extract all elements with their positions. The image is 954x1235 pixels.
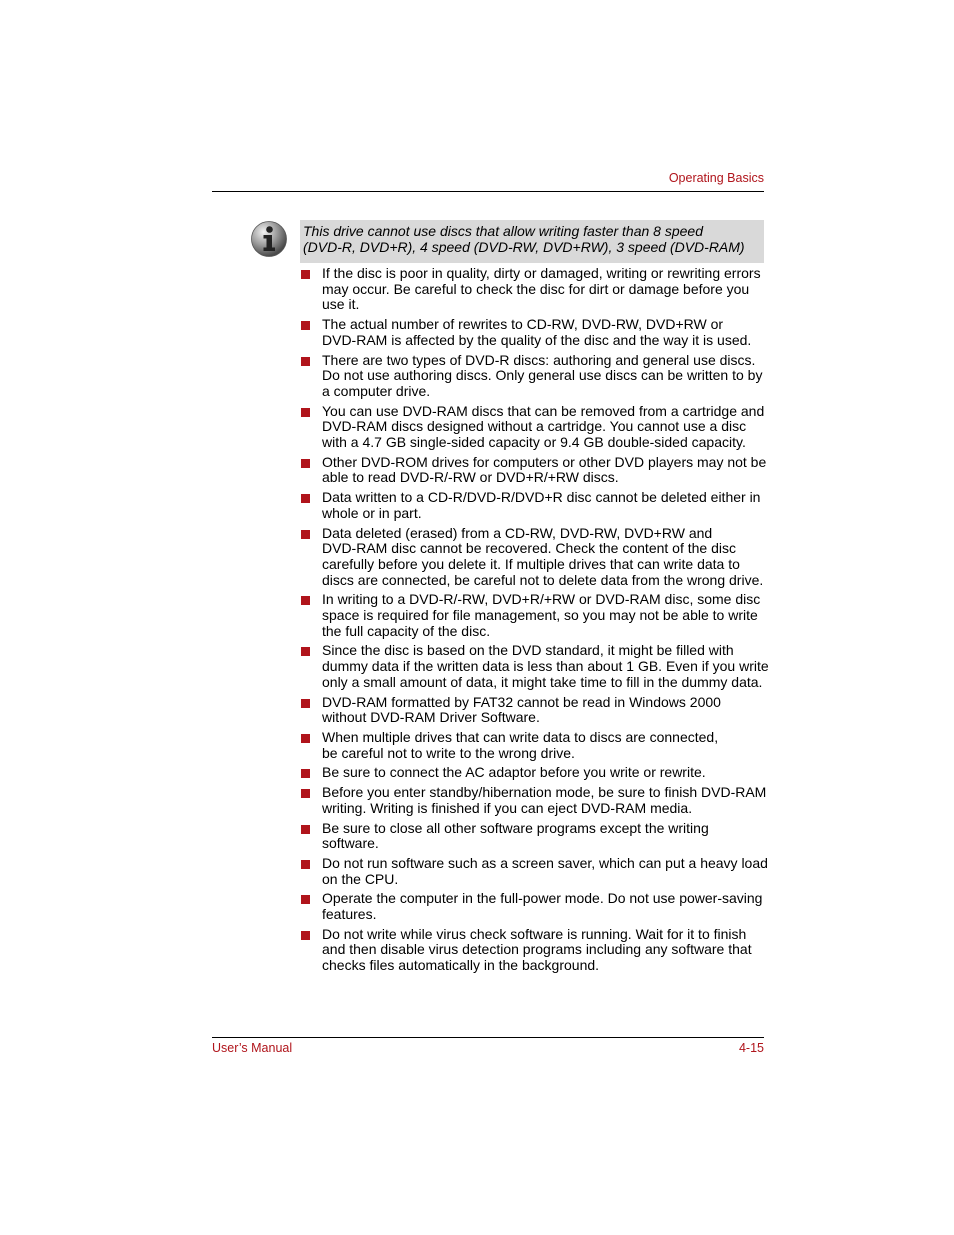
item-line: may occur. Be careful to check the disc for dirt or damage before you [322, 280, 750, 297]
bullet-square-icon [301, 647, 310, 656]
list-item [300, 891, 770, 922]
list-item [300, 730, 770, 761]
item-line: DVD-RAM discs designed without a cartridge. You cannot use a disc [322, 418, 747, 435]
list-item [300, 317, 770, 348]
bullet-square-icon [301, 699, 310, 708]
item-line: a computer drive. [322, 382, 431, 399]
footer-rule [212, 1037, 764, 1038]
list-item [300, 455, 770, 486]
note-box [300, 220, 764, 263]
bullet-square-icon [301, 895, 310, 904]
item-line: Other DVD-ROM drives for computers or other DVD players may not be [322, 453, 767, 470]
list-item [300, 592, 770, 639]
bullet-square-icon [301, 270, 310, 279]
item-line: whole or in part. [322, 504, 422, 521]
list-item [300, 353, 770, 400]
note-line: (DVD-R, DVD+R), 4 speed (DVD-RW, DVD+RW), 3 speed (DVD-RAM) [303, 239, 745, 255]
bullet-square-icon [301, 860, 310, 869]
item-line: with a 4.7 GB single-sided capacity or 9.4 GB double-sided capacity. [322, 434, 746, 451]
item-line: discs are connected, be careful not to delete data from the wrong drive. [322, 571, 764, 588]
page-number: 4-15 [738, 1041, 764, 1055]
item-line: carefully before you delete it. If multiple drives that can write data to [322, 555, 740, 572]
item-line: Operate the computer in the full-power mode. Do not use power-saving [322, 890, 763, 907]
item-line: Data deleted (erased) from a CD-RW, DVD-RW, DVD+RW and [322, 524, 713, 541]
bullet-square-icon [301, 789, 310, 798]
item-line: If the disc is poor in quality, dirty or damaged, writing or rewriting errors [322, 265, 761, 281]
item-line: the full capacity of the disc. [322, 622, 491, 639]
list-item [300, 856, 770, 887]
list-item [300, 765, 770, 781]
item-line: checks files automatically in the background. [322, 957, 600, 974]
list-item [300, 927, 770, 974]
bullet-square-icon [301, 530, 310, 539]
info-icon [250, 220, 288, 258]
bullet-list [300, 266, 770, 978]
bullet-square-icon [301, 596, 310, 605]
item-line: and then disable virus detection programs including any software that [322, 941, 752, 958]
item-line: on the CPU. [322, 870, 399, 887]
bullet-square-icon [301, 825, 310, 834]
item-line: The actual number of rewrites to CD-RW, DVD-RW, DVD+RW or [322, 316, 724, 333]
item-line: DVD-RAM formatted by FAT32 cannot be read in Windows 2000 [322, 693, 721, 710]
item-line: You can use DVD-RAM discs that can be removed from a cartridge and [322, 402, 765, 419]
bullet-square-icon [301, 321, 310, 330]
item-line: There are two types of DVD-R discs: authoring and general use discs. [322, 351, 756, 368]
bullet-square-icon [301, 494, 310, 503]
section-title: Operating Basics [668, 171, 764, 185]
bullet-square-icon [301, 459, 310, 468]
item-line: space is required for file management, so you may not be able to write [322, 607, 758, 624]
list-item [300, 821, 770, 852]
item-line: Do not use authoring discs. Only general use discs can be written to by [322, 367, 763, 384]
item-line: When multiple drives that can write data to discs are connected, [322, 728, 719, 745]
item-line: Be sure to close all other software programs except the writing [322, 819, 709, 836]
item-line: Since the disc is based on the DVD standard, it might be filled with [322, 642, 734, 659]
item-line: only a small amount of data, it might take time to fill in the dummy data. [322, 673, 763, 690]
item-line: without DVD-RAM Driver Software. [322, 709, 540, 726]
item-line: be careful not to write to the wrong drive. [322, 744, 575, 761]
item-line: Be sure to connect the AC adaptor before you write or rewrite. [322, 764, 706, 781]
manual-title: User’s Manual [212, 1041, 293, 1055]
item-line: dummy data if the written data is less than about 1 GB. Even if you write [322, 658, 769, 675]
list-item [300, 695, 770, 726]
bullet-square-icon [301, 734, 310, 743]
item-line: Before you enter standby/hibernation mode, be sure to finish DVD-RAM [322, 784, 767, 801]
list-item [300, 526, 770, 589]
note-line: This drive cannot use discs that allow writing faster than 8 speed [303, 223, 703, 239]
header-rule [212, 191, 764, 192]
item-line: Do not run software such as a screen saver, which can put a heavy load [322, 854, 768, 871]
item-line: software. [322, 835, 379, 852]
list-item [300, 490, 770, 521]
item-line: DVD-RAM disc cannot be recovered. Check the content of the disc [322, 540, 736, 557]
list-item [300, 404, 770, 451]
list-item [300, 266, 770, 313]
item-line: DVD-RAM is affected by the quality of the disc and the way it is used. [322, 331, 752, 348]
item-line: writing. Writing is finished if you can eject DVD-RAM media. [322, 799, 693, 816]
item-line: features. [322, 906, 377, 923]
item-line: Do not write while virus check software is running. Wait for it to finish [322, 925, 747, 942]
item-line: able to read DVD-R/-RW or DVD+R/+RW discs. [322, 469, 619, 486]
bullet-square-icon [301, 931, 310, 940]
bullet-square-icon [301, 408, 310, 417]
list-item [300, 643, 770, 690]
item-line: use it. [322, 296, 360, 313]
list-item [300, 785, 770, 816]
item-line: Data written to a CD-R/DVD-R/DVD+R disc cannot be deleted either in [322, 489, 761, 506]
item-line: In writing to a DVD-R/-RW, DVD+R/+RW or DVD-RAM disc, some disc [322, 591, 761, 608]
bullet-square-icon [301, 769, 310, 778]
bullet-square-icon [301, 357, 310, 366]
